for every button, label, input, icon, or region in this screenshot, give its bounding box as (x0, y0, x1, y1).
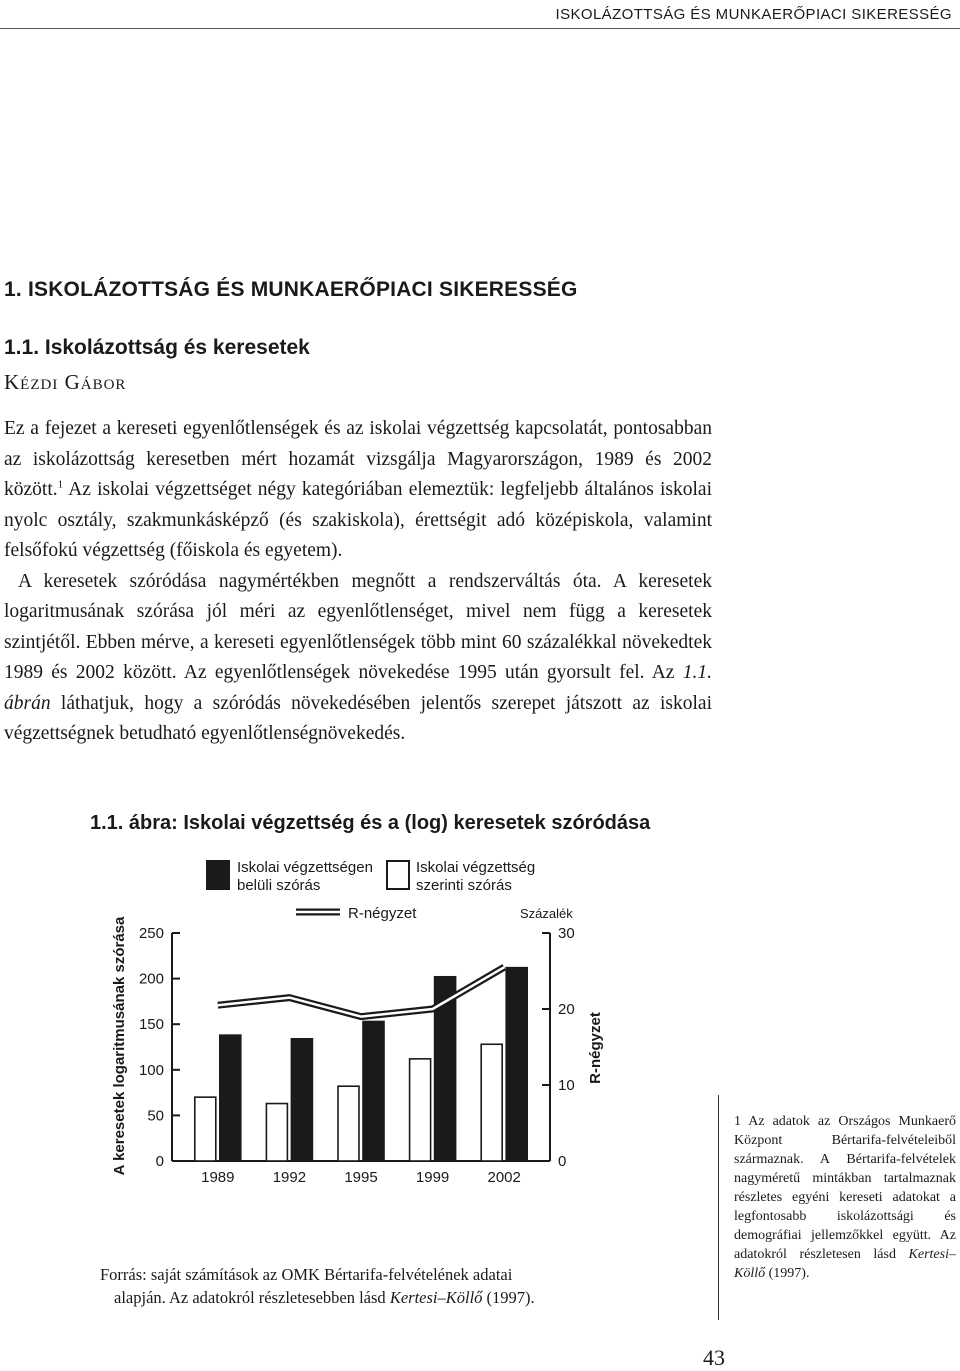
legend-swatch-within (206, 860, 230, 890)
legend-label-within-line1: Iskolai végzettségen (237, 859, 373, 876)
figure-source-line1: Forrás: saját számítások az OMK Bértarifa-felvételének adatai (100, 1263, 600, 1286)
right-tick-label-1: 10 (558, 1077, 575, 1094)
section-title: 1.1. Iskolázottság és keresetek (4, 336, 310, 360)
legend-label-line: R-négyzet (348, 905, 417, 922)
author-name: Kézdi Gábor (4, 370, 126, 395)
bar-within-1989 (220, 1035, 241, 1161)
r-squared-line (218, 967, 505, 1017)
body-text (4, 414, 712, 750)
chart (100, 848, 620, 1256)
right-tick-label-2: 20 (558, 1001, 575, 1018)
bar-within-1992 (291, 1039, 312, 1161)
chart-bars (195, 968, 527, 1161)
chapter-title: 1. ISKOLÁZOTTSÁG ÉS MUNKAERŐPIACI SIKERESSÉG (4, 278, 578, 302)
paragraph-1 (4, 414, 712, 567)
right-tick-label-0: 0 (558, 1153, 566, 1170)
chart-legend (206, 859, 535, 922)
left-tick-label-4: 200 (139, 971, 164, 988)
bar-between-1992 (266, 1104, 287, 1161)
right-axis-ticks (542, 925, 575, 1170)
figure-source (100, 1263, 600, 1309)
paragraph-1-text-b: Az iskolai végzettséget négy kategóriában elemeztük: legfeljebb általános iskolai nyolc osztály, szakmunkásképző (és szakiskola), érettségit adó középiskola, valamint felsőfokú végzettség (főiskola és egyetem). (4, 479, 712, 561)
x-tick-label-2002: 2002 (488, 1169, 521, 1186)
x-tick-label-1989: 1989 (201, 1169, 234, 1186)
page-number: 43 (703, 1345, 725, 1371)
legend-label-between-line2: szerinti szórás (416, 877, 512, 894)
figure-source-line2 (100, 1286, 600, 1309)
footnote-text-a: 1 Az adatok az Országos Munkaerő Központ Bértarifa-felvételeiből származnak. A Bértarifa-felvételek nagyméretű mintákban tartalmaznak részletes egyéni kereseti adatokat a legfontosabb iskolázottsági és demográfiai jellemzőkkel együtt. Az adatokról részletesen lásd (734, 1114, 956, 1262)
paragraph-1-text-a: Ez a fejezet a kereseti egyenlőtlenségek és az iskolai végzettség kapcsolatát, pontosabban az iskolázottság keresetben mért hozamát vizsgálja Magyarországon, 1989 és 2002 között. (4, 418, 712, 500)
x-axis-labels (201, 1169, 521, 1186)
left-tick-label-1: 50 (147, 1107, 164, 1124)
paragraph-2-text-a: A keresetek szóródása nagymértékben megnőtt a rendszerváltás óta. A keresetek logaritmusának szórása jól méri az egyenlőtlenséget, mivel nem függ a keresetek szintjétől. Ebben mérve, a kereseti egyenlőtlenségek több mint 60 százalékkal növekedtek 1989 és 2002 között. Az egyenlőtlenségek növekedése 1995 után gyorsult fel. Az (4, 571, 712, 684)
bar-between-1995 (338, 1086, 359, 1161)
figure-title: 1.1. ábra: Iskolai végzettség és a (log) keresetek szóródása (90, 812, 650, 835)
footnote-citation: Kertesi–Köllő (734, 1247, 956, 1281)
running-header: ISKOLÁZOTTSÁG ÉS MUNKAERŐPIACI SIKERESSÉG (556, 6, 953, 23)
bar-between-2002 (481, 1044, 502, 1161)
figure-ref: 1.1. ábrán (4, 662, 712, 714)
left-tick-label-5: 250 (139, 925, 164, 942)
x-tick-label-1999: 1999 (416, 1169, 449, 1186)
footnote-text-b: (1997). (765, 1266, 809, 1281)
figure-source-citation: Kertesi–Köllő (390, 1288, 483, 1307)
footnote-ref[interactable]: 1 (58, 479, 64, 491)
bar-within-2002 (506, 968, 527, 1161)
left-axis-ticks (139, 925, 180, 1170)
right-axis-unit: Százalék (520, 906, 573, 921)
legend-swatch-between (387, 861, 409, 889)
legend-label-between-line1: Iskolai végzettség (416, 859, 535, 876)
footnote-rule (718, 1095, 719, 1320)
paragraph-2 (4, 567, 712, 750)
figure-source-text-c: (1997). (482, 1288, 534, 1307)
r-squared-line-inner (218, 967, 504, 1016)
bar-between-1989 (195, 1097, 216, 1161)
legend-label-within-line2: belüli szórás (237, 877, 320, 894)
x-tick-label-1995: 1995 (344, 1169, 377, 1186)
left-tick-label-3: 150 (139, 1016, 164, 1033)
left-axis-label: A keresetek logaritmusának szórása (111, 916, 128, 1175)
paragraph-2-text-b: láthatjuk, hogy a szóródás növekedésében jelentős szerepet játszott az iskolai végzettségnek betudható egyenlőtlenségnövekedés. (4, 693, 712, 745)
right-axis-label: R-négyzet (587, 1012, 604, 1084)
left-tick-label-0: 0 (156, 1153, 164, 1170)
footnote (734, 1112, 956, 1283)
right-tick-label-3: 30 (558, 925, 575, 942)
x-tick-label-1992: 1992 (273, 1169, 306, 1186)
bar-within-1995 (363, 1021, 384, 1161)
header-rule (0, 28, 960, 29)
figure-source-text-b: alapján. Az adatokról részletesebben lásd (114, 1288, 390, 1307)
bar-between-1999 (410, 1059, 431, 1161)
left-tick-label-2: 100 (139, 1062, 164, 1079)
